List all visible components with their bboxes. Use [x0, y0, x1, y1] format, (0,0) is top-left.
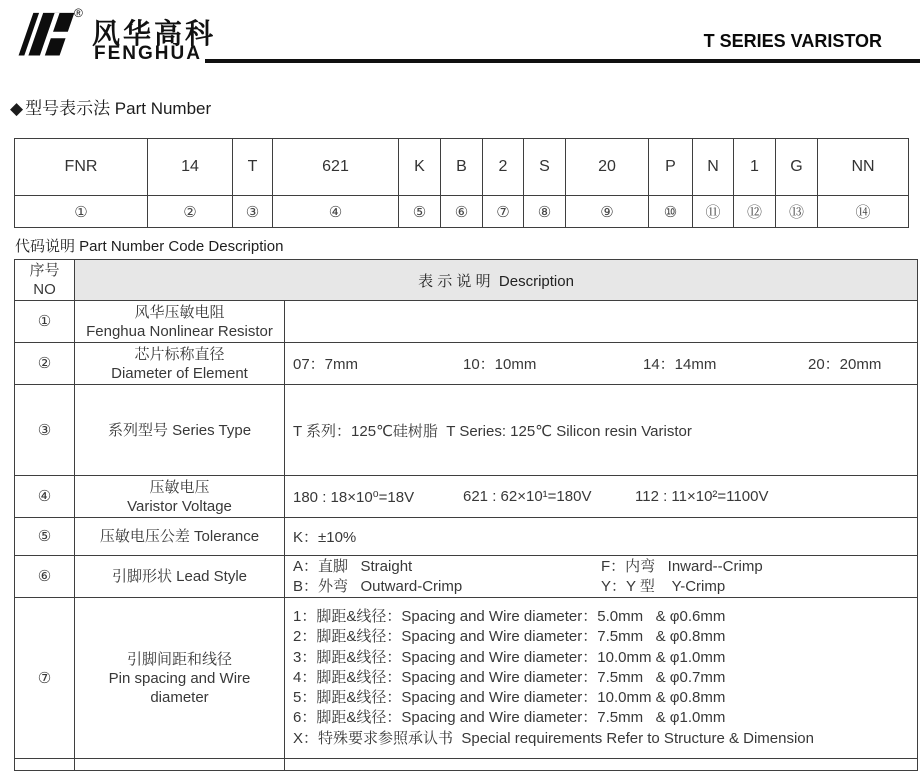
- label-line: 引脚间距和线径: [126, 650, 232, 668]
- lead-style-item: B：外弯 Outward-Crimp: [293, 577, 463, 595]
- row-description: [285, 476, 917, 517]
- table-row: [15, 342, 917, 384]
- table-row: [15, 517, 917, 555]
- voltage-item: 621 : 62×10¹=180V: [463, 488, 592, 505]
- label-line: 压敏电压: [149, 478, 210, 496]
- row-description: [285, 301, 917, 342]
- fenghua-logo-icon: [12, 6, 76, 69]
- pn-code-1: FNR: [15, 139, 148, 196]
- voltage-item: 180 : 18×10⁰=18V: [293, 488, 415, 506]
- label-line: Fenghua Nonlinear Resistor: [86, 322, 273, 340]
- pn-index-13: ⑬: [776, 196, 818, 227]
- voltage-item: 112 : 11×10²=1100V: [635, 488, 769, 505]
- label-line: 压敏电压公差 Tolerance: [99, 528, 260, 545]
- lead-style-item: Y：Y 型 Y-Crimp: [601, 577, 726, 595]
- pn-index-6: ⑥: [441, 196, 483, 227]
- label-line: 风华压敏电阻: [134, 303, 225, 321]
- pn-index-14: ⑭: [855, 204, 871, 221]
- table-header-row: [15, 260, 917, 300]
- section-title-text: 型号表示法 Part Number: [25, 99, 212, 118]
- part-number-table: [14, 138, 909, 228]
- lead-style-item: F：内弯 Inward--Crimp: [601, 557, 763, 575]
- row-label: [75, 476, 285, 517]
- pn-index-3: ③: [233, 196, 273, 227]
- pn-code-7: 2: [483, 139, 524, 196]
- table-row: [15, 384, 917, 475]
- row-no: ②: [15, 343, 75, 384]
- table-row: [15, 475, 917, 517]
- row-label: [75, 598, 285, 758]
- pn-index-2: ②: [148, 196, 233, 227]
- row-description: K：±10%: [293, 529, 357, 546]
- diameter-item: 14：14mm: [643, 356, 717, 373]
- row-description: [285, 343, 917, 384]
- row-description: [285, 598, 917, 758]
- pn-index-5: ⑤: [399, 196, 441, 227]
- row-label: [75, 759, 285, 770]
- row-no: [15, 759, 75, 770]
- header-no-cn: 序号: [29, 262, 60, 279]
- pn-index-12: ⑫: [734, 196, 776, 227]
- code-description-caption: 代码说明 Part Number Code Description: [15, 238, 284, 255]
- logo-chinese-text: 风华高科: [92, 18, 217, 49]
- lead-style-item: A：直脚 Straight: [293, 557, 413, 575]
- pin-spacing-item: 4：脚距&线径：Spacing and Wire diameter：7.5mm & φ0.7mm: [293, 668, 726, 686]
- pn-code-13: G: [776, 139, 818, 196]
- code-description-table: [14, 259, 918, 771]
- row-label: [75, 518, 285, 555]
- pn-code-6: B: [441, 139, 483, 196]
- header-divider: [205, 59, 920, 63]
- pn-index-10: ⑩: [649, 196, 693, 227]
- row-label: [75, 343, 285, 384]
- header-no-en: NO: [33, 281, 56, 298]
- row-no: ③: [15, 385, 75, 475]
- pn-index-7: ⑦: [483, 196, 524, 227]
- pn-code-10: P: [649, 139, 693, 196]
- row-description: [285, 556, 917, 597]
- label-line: Diameter of Element: [111, 364, 248, 382]
- pin-spacing-item: 1：脚距&线径：Spacing and Wire diameter：5.0mm & φ0.6mm: [293, 607, 726, 625]
- pn-code-2: 14: [148, 139, 233, 196]
- table-row-partial: [15, 758, 917, 770]
- label-line: Pin spacing and Wire: [108, 669, 251, 687]
- pn-code-11: N: [693, 139, 734, 196]
- row-description: [285, 759, 917, 770]
- table-row: [15, 555, 917, 597]
- pin-spacing-item: 6：脚距&线径：Spacing and Wire diameter：7.5mm & φ1.0mm: [293, 709, 726, 727]
- row-no: ①: [15, 301, 75, 342]
- pn-index-11: ⑪: [693, 196, 734, 227]
- row-no: ⑤: [15, 518, 75, 555]
- pin-spacing-item: X：特殊要求参照承认书 Special requirements Refer to Structure & Dimension: [293, 729, 814, 747]
- pin-spacing-item: 2：脚距&线径：Spacing and Wire diameter：7.5mm & φ0.8mm: [293, 628, 726, 646]
- pn-code-3: T: [233, 139, 273, 196]
- pn-index-1: ①: [15, 196, 148, 227]
- pn-code-4: 621: [273, 139, 399, 196]
- table-row: [15, 300, 917, 342]
- row-label: [75, 556, 285, 597]
- pn-index-8: ⑧: [524, 196, 566, 227]
- diamond-bullet-icon: ◆: [10, 99, 24, 118]
- row-description: [285, 385, 917, 475]
- label-line: Varistor Voltage: [127, 497, 232, 515]
- header-no-cell: [15, 260, 75, 300]
- pin-spacing-item: 3：脚距&线径：Spacing and Wire diameter：10.0mm & φ1.0mm: [293, 648, 726, 666]
- pn-code-5: K: [399, 139, 441, 196]
- logo-latin-text: FENGHUA: [94, 43, 202, 64]
- diameter-item: 20：20mm: [808, 356, 882, 373]
- header-description-cell: 表 示 说 明 Description: [75, 260, 917, 300]
- label-line: diameter: [150, 688, 209, 706]
- section-title: [10, 94, 211, 119]
- row-no: ⑦: [15, 598, 75, 758]
- pin-spacing-item: 5：脚距&线径：Spacing and Wire diameter：10.0mm & φ0.8mm: [293, 689, 726, 707]
- series-type-text: T 系列：125℃硅树脂 T Series: 125℃ Silicon resin Varistor: [293, 422, 692, 440]
- pn-code-14: NN: [818, 139, 908, 196]
- pn-index-4: ④: [273, 196, 399, 227]
- table-row: [15, 597, 917, 758]
- pn-code-8: S: [524, 139, 566, 196]
- row-no: ④: [15, 476, 75, 517]
- label-line: 引脚形状 Lead Style: [111, 568, 248, 585]
- diameter-item: 10：10mm: [463, 356, 537, 373]
- diameter-item: 07：7mm: [293, 356, 359, 373]
- label-line: 系列型号 Series Type: [107, 421, 252, 439]
- row-label: [75, 385, 285, 475]
- pn-code-9: 20: [566, 139, 649, 196]
- document-title: T SERIES VARISTOR: [703, 31, 882, 51]
- pn-index-9: ⑨: [566, 196, 649, 227]
- pn-code-12: 1: [734, 139, 776, 196]
- registered-mark: ®: [74, 6, 83, 20]
- row-label: [75, 301, 285, 342]
- row-no: ⑥: [15, 556, 75, 597]
- label-line: 芯片标称直径: [134, 345, 225, 363]
